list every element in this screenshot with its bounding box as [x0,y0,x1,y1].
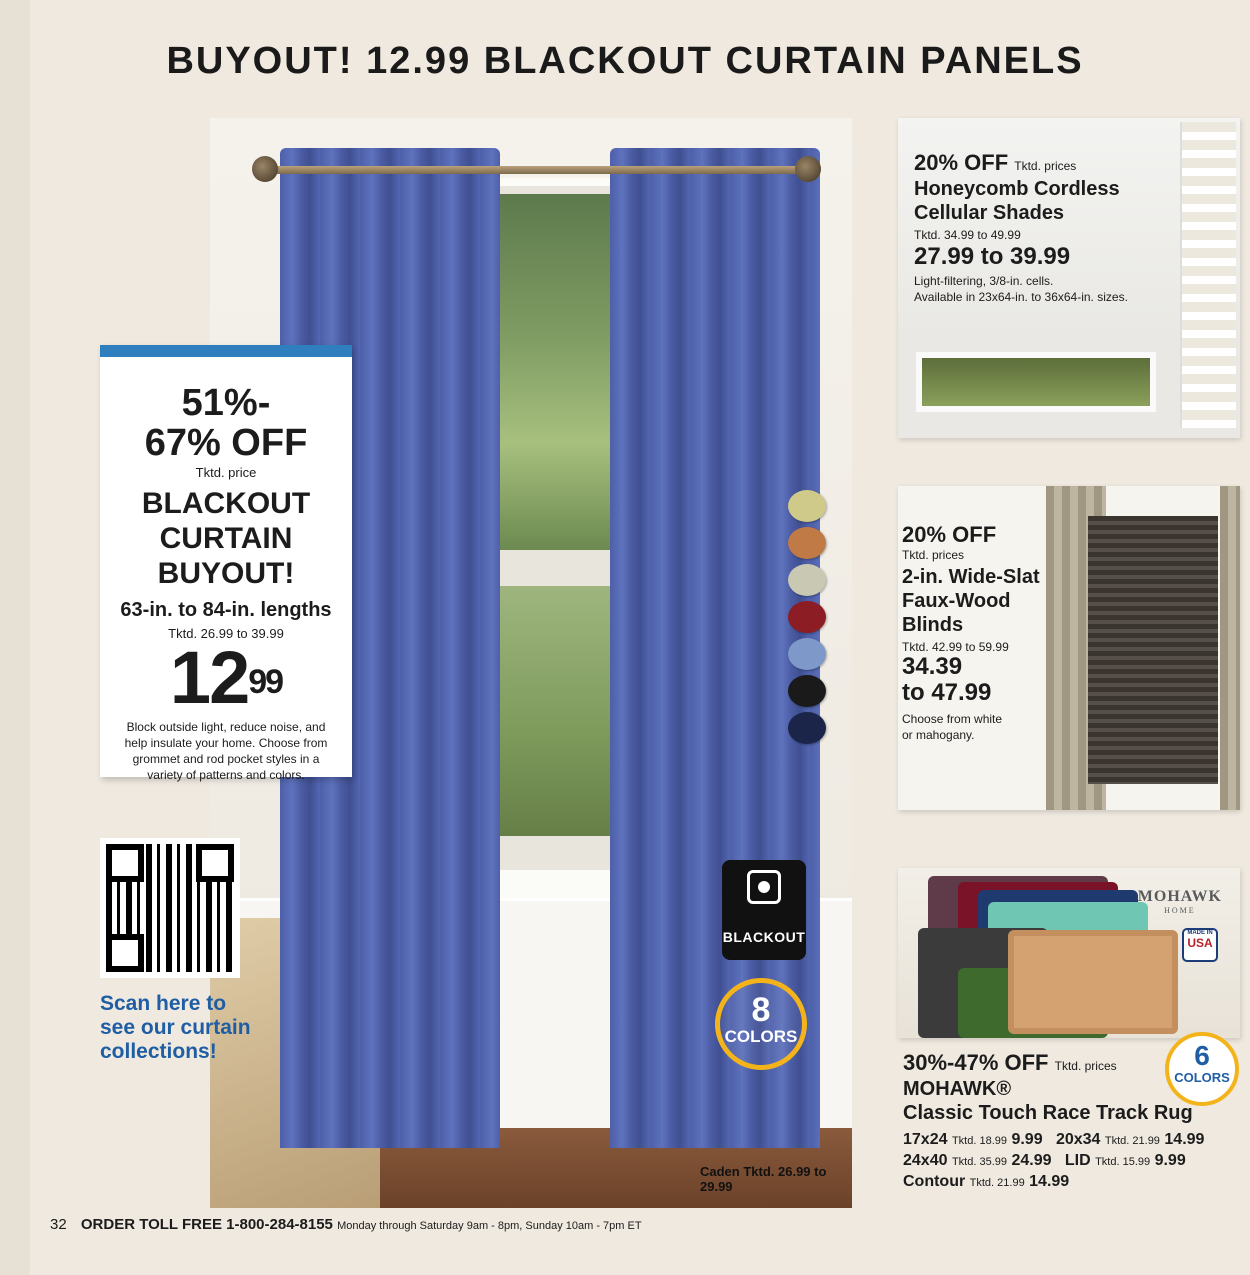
rug-price: 14.99 [1029,1173,1070,1190]
blinds-name-line1: 2-in. Wide-Slat [902,566,1040,588]
color-swatch[interactable] [788,490,826,522]
rug-size-row [903,1172,1204,1193]
rug-brand: MOHAWK® [903,1078,1012,1100]
rug-price: 9.99 [1154,1152,1186,1169]
drape-right [1220,486,1240,810]
colors-count: 8 [751,991,771,1029]
shades-name-line1: Honeycomb Cordless [914,178,1120,200]
rug-tan [1008,930,1178,1034]
promo-tktd-range: Tktd. 26.99 to 39.99 [168,626,284,641]
shades-desc-line1: Light-filtering, 3/8-in. cells. [914,274,1054,288]
rug-tktd: Tktd. 21.99 [969,1177,1025,1189]
blinds-name-line3: Blinds [902,614,964,636]
rug-size: 17x24 [903,1131,948,1148]
mohawk-logo-sub: HOME [1164,906,1196,915]
rug-size: 24x40 [903,1152,948,1169]
color-swatch[interactable] [788,527,826,559]
shades-discount-suffix: Tktd. prices [1014,159,1077,173]
rug-tktd: Tktd. 35.99 [951,1156,1007,1168]
blinds-desc-line2: or mahogany. [902,728,975,742]
promo-percent-line1: 51%- [181,382,271,424]
honeycomb-shade-sample [1180,122,1236,428]
blinds-tktd: Tktd. 42.99 to 59.99 [902,640,1009,654]
color-swatch[interactable] [788,564,826,596]
promo-title-line2: CURTAIN [159,522,293,555]
rug-tktd: Tktd. 21.99 [1104,1135,1160,1147]
rug-tktd: Tktd. 15.99 [1095,1156,1151,1168]
made-in-usa-badge [1182,928,1218,962]
shades-discount [914,150,1076,176]
rug-price: 14.99 [1164,1131,1205,1148]
order-hours: Monday through Saturday 9am - 8pm, Sunday 10am - 7pm ET [337,1220,642,1232]
rug-colors-count: 6 [1194,1040,1210,1071]
rug-discount [903,1050,1117,1076]
scan-cta[interactable] [100,992,251,1064]
promo-title-line1: BLACKOUT [141,487,311,520]
color-swatch[interactable] [788,601,826,633]
shades-card [898,118,1240,438]
usa-label: USA [1187,936,1213,950]
page-headline: BUYOUT! 12.99 BLACKOUT CURTAIN PANELS [166,40,1084,82]
order-phone[interactable]: ORDER TOLL FREE 1-800-284-8155 [80,1216,333,1233]
blinds-discount: 20% OFF [902,522,997,547]
promo-price [100,636,352,719]
blinds-name-line2: Faux-Wood [902,590,1011,612]
color-swatch[interactable] [788,712,826,744]
shades-desc-line2: Available in 23x64-in. to 36x64-in. sizes. [914,290,1128,304]
rug-price: 9.99 [1011,1131,1043,1148]
rug-colors-badge [1165,1032,1239,1106]
blinds-price-line1: 34.39 [902,653,963,680]
qr-code[interactable] [100,838,240,978]
shades-tktd: Tktd. 34.99 to 49.99 [914,228,1021,242]
colors-label: COLORS [724,1027,798,1046]
blackout-promo-card [100,345,352,782]
shade-window [916,352,1156,412]
color-swatch[interactable] [788,638,826,670]
promo-title-line3: BUYOUT! [157,557,295,590]
shades-price: 27.99 to 39.99 [914,243,1071,270]
blinds-tktd-label: Tktd. prices [902,548,965,562]
shades-discount-value: 20% OFF [914,150,1009,175]
page-footer [50,1216,642,1233]
price-cents: 99 [248,663,283,701]
sun-icon [747,870,781,904]
blinds-price-line2: to 47.99 [902,679,992,706]
rug-size: LID [1064,1152,1091,1169]
rug-discount-suffix: Tktd. prices [1054,1059,1117,1073]
rug-name: Classic Touch Race Track Rug [903,1102,1193,1124]
promo-description: Block outside light, reduce noise, and help insulate your home. Choose from grommet and rod pocket styles in a variety of patterns and colors. [124,720,328,782]
color-swatch[interactable] [788,675,826,707]
blackout-badge [722,860,806,960]
scan-line2: see our curtain [100,1016,251,1039]
promo-lengths: 63-in. to 84-in. lengths [120,599,332,621]
caden-caption: Caden Tktd. 26.99 to 29.99 [700,1164,827,1194]
colors-badge [715,978,807,1070]
rug-size: Contour [903,1173,966,1190]
color-swatches [788,490,828,749]
promo-percent-line2: 67% OFF [144,422,308,464]
shades-name-line2: Cellular Shades [914,202,1065,224]
rod-finial-left [252,156,278,182]
price-dollars: 12 [169,636,249,719]
scan-line1: Scan here to [100,992,227,1015]
mohawk-logo [1138,888,1222,915]
qr-code-pattern [106,844,234,972]
rug-tktd: Tktd. 18.99 [951,1135,1007,1147]
scan-line3: collections! [100,1040,217,1063]
blind-slats [1088,516,1218,784]
curtain-rod [265,166,805,174]
rug-size-row [903,1130,1204,1151]
blackout-label: BLACKOUT [722,929,806,945]
page-number: 32 [50,1216,67,1233]
rod-finial-right [795,156,821,182]
rug-size: 20x34 [1055,1131,1101,1148]
blinds-desc-line1: Choose from white [902,712,1003,726]
mohawk-logo-text: MOHAWK [1137,888,1222,905]
made-in-label: MADE IN [1187,930,1213,936]
rug-size-row [903,1151,1204,1172]
rug-card [898,868,1240,1038]
page-edge [0,0,30,1275]
blinds-card [898,486,1240,810]
rug-discount-value: 30%-47% OFF [903,1050,1049,1075]
rug-price: 24.99 [1011,1152,1052,1169]
rug-size-list [903,1130,1204,1193]
rug-colors-label: COLORS [1174,1070,1230,1085]
promo-tktd-label: Tktd. price [195,465,257,480]
